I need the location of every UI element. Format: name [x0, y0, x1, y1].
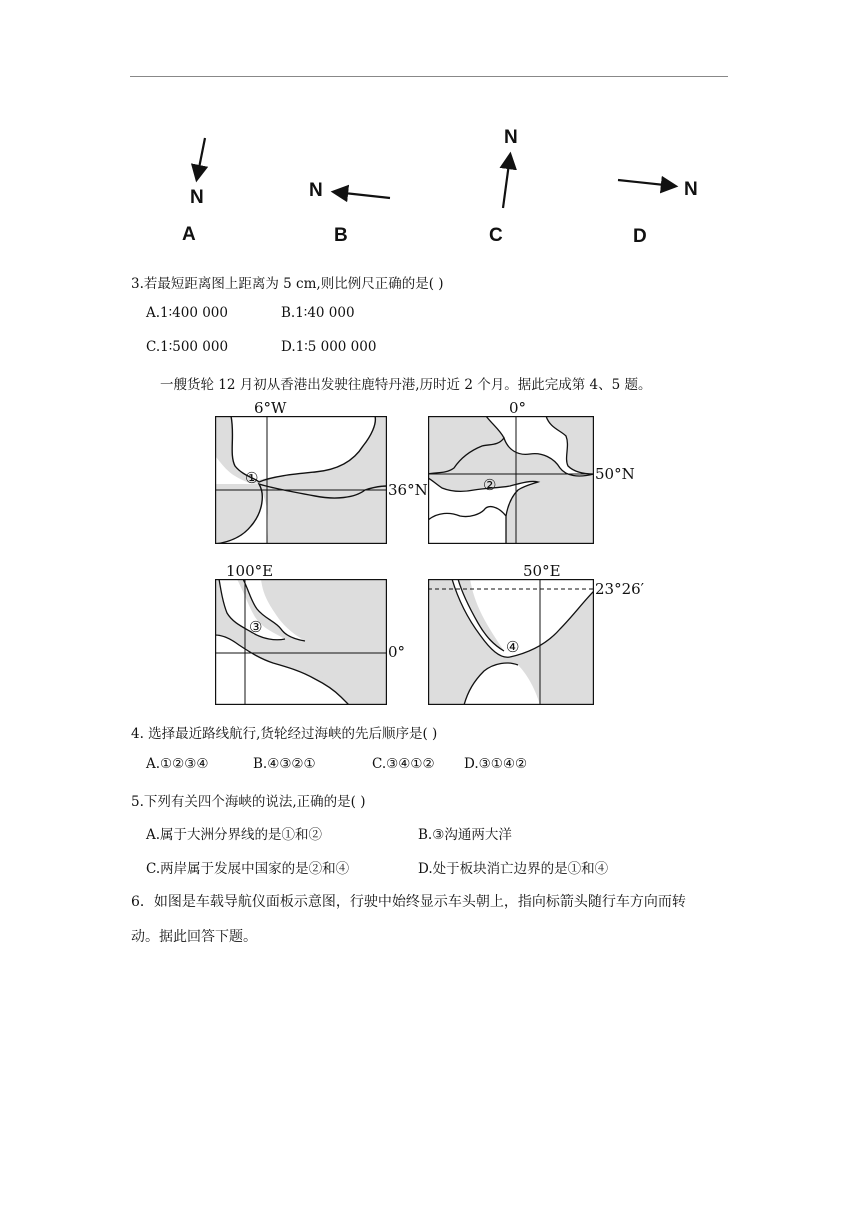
arrow-b: [335, 192, 390, 198]
map3-lat-label: 0°: [388, 643, 406, 661]
q5-option-a: A.属于大洲分界线的是①和②: [146, 827, 323, 843]
compass-n-d: N: [684, 179, 698, 200]
map2-strait-mark: ②: [483, 476, 497, 494]
q6-line1: 6．如图是车载导航仪面板示意图，行驶中始终显示车头朝上，指向标箭头随行车方向而转: [131, 894, 686, 910]
compass-option-c: C: [489, 225, 503, 246]
compass-option-b: B: [334, 225, 348, 246]
map-strait-2: [428, 416, 594, 544]
map2-lat-label: 50°N: [595, 465, 635, 483]
q4-option-b: B.④③②①: [253, 756, 316, 772]
map1-lon-label: 6°W: [254, 399, 287, 417]
map-strait-1: [215, 416, 387, 544]
arrow-d: [618, 180, 674, 186]
map3-lon-label: 100°E: [226, 562, 274, 580]
q6-line2: 动。据此回答下题。: [131, 929, 257, 945]
q4-stem: 4. 选择最近路线航行,货轮经过海峡的先后顺序是( ): [131, 726, 438, 742]
compass-n-b: N: [309, 180, 323, 201]
map4-strait-mark: ④: [506, 638, 520, 656]
map3-strait-mark: ③: [249, 618, 263, 636]
header-rule: [130, 76, 728, 77]
q3-stem: 3.若最短距离图上距离为 5 cm,则比例尺正确的是( ): [131, 276, 444, 292]
q5-option-b: B.③沟通两大洋: [418, 827, 512, 843]
q3-option-c: C.1∶500 000: [146, 339, 229, 355]
compass-figure: [150, 120, 710, 250]
q4-option-c: C.③④①②: [372, 756, 435, 772]
map-strait-3: [215, 579, 387, 705]
q4-option-a: A.①②③④: [146, 756, 209, 772]
map1-strait-mark: ①: [245, 469, 259, 487]
q3-option-d: D.1∶5 000 000: [281, 339, 377, 355]
q4-option-d: D.③①④②: [464, 756, 528, 772]
arrow-c: [503, 156, 510, 208]
map1-lat-label: 36°N: [388, 481, 428, 499]
compass-n-a: N: [190, 187, 204, 208]
q5-option-d: D.处于板块消亡边界的是①和④: [418, 861, 609, 877]
q5-stem: 5.下列有关四个海峡的说法,正确的是( ): [131, 794, 366, 810]
arrow-a: [197, 138, 205, 178]
q3-option-b: B.1∶40 000: [281, 305, 355, 321]
map4-lon-label: 50°E: [523, 562, 561, 580]
q3-option-a: A.1∶400 000: [146, 305, 228, 321]
compass-option-d: D: [633, 226, 647, 247]
intro-text: 一艘货轮 12 月初从香港出发驶往鹿特丹港,历时近 2 个月。据此完成第 4、5 题。: [160, 377, 652, 393]
map4-lat-label: 23°26′: [595, 580, 645, 598]
map2-lon-label: 0°: [509, 399, 527, 417]
q5-option-c: C.两岸属于发展中国家的是②和④: [146, 861, 350, 877]
compass-option-a: A: [182, 224, 196, 245]
compass-n-c: N: [504, 127, 518, 148]
